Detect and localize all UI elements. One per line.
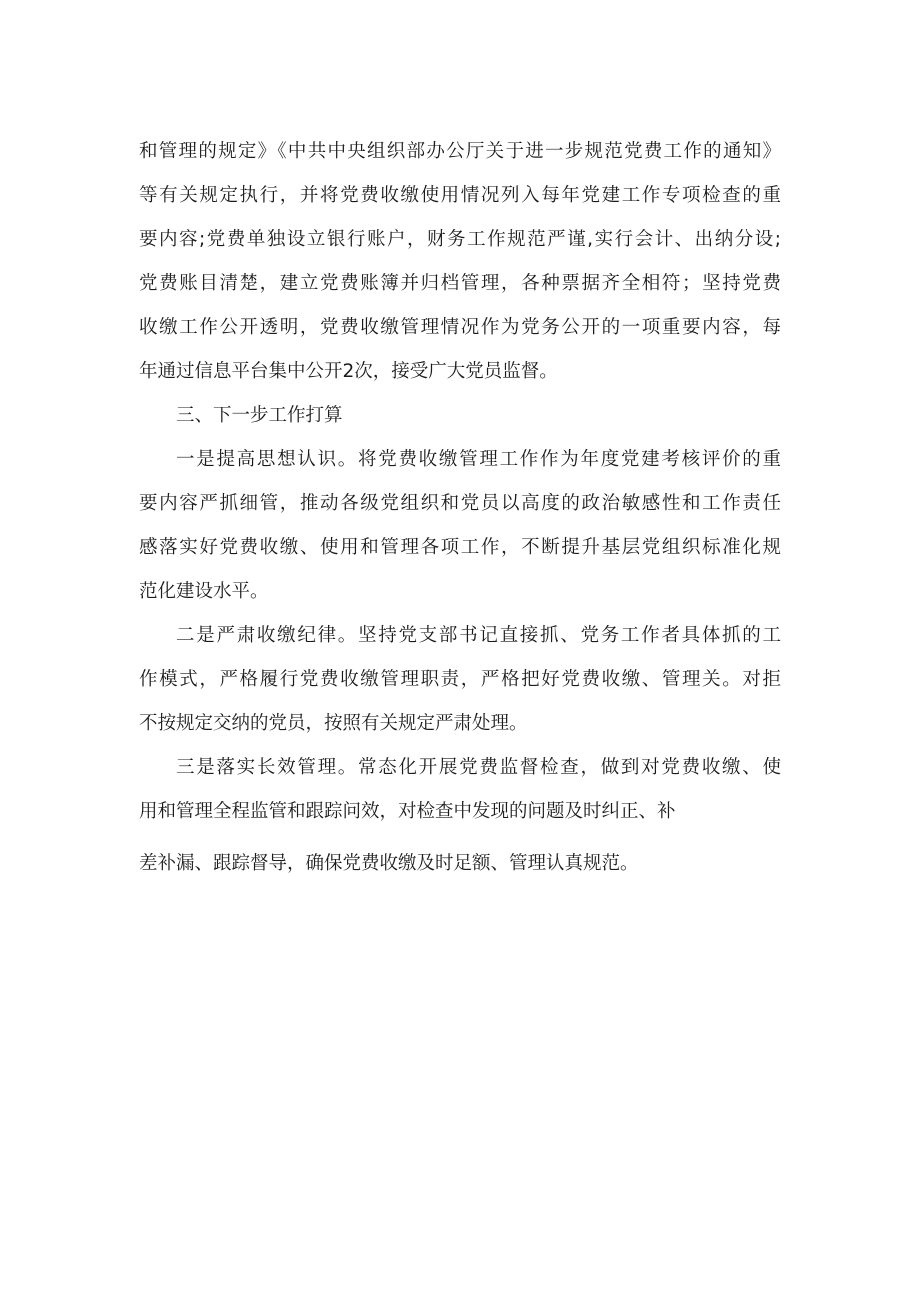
text-line: 年通过信息平台集中公开2次，接受广大党员监督。 bbox=[139, 361, 558, 382]
text-line: 党费账目清楚，建立党费账簿并归档管理，各种票据齐全相符；坚持党费 bbox=[139, 273, 781, 294]
paragraph-raise-awareness bbox=[139, 438, 781, 614]
text-line: 范化建设水平。 bbox=[139, 581, 269, 602]
text-line: 三是落实长效管理。常态化开展党费监督检查，做到对党费收缴、使 bbox=[176, 757, 781, 778]
section-heading bbox=[139, 394, 781, 438]
paragraph-long-term-management bbox=[139, 746, 781, 886]
text-line: 要内容;党费单独设立银行账户，财务工作规范严谨,实行会计、出纳分设; bbox=[139, 229, 781, 250]
text-line: 感落实好党费收缴、使用和管理各项工作，不断提升基层党组织标准化规 bbox=[139, 537, 781, 558]
section-heading-text: 三、下一步工作打算 bbox=[176, 405, 343, 426]
text-line: 差补漏、跟踪督导，确保党费收缴及时足额、管理认真规范。 bbox=[139, 853, 639, 874]
text-line: 不按规定交纳的党员，按照有关规定严肃处理。 bbox=[139, 713, 528, 734]
text-line: 用和管理全程监管和跟踪问效，对检查中发现的问题及时纠正、补 bbox=[139, 801, 676, 822]
paragraph-party-fee-rules bbox=[139, 130, 781, 394]
document-body bbox=[139, 130, 781, 886]
text-line: 收缴工作公开透明，党费收缴管理情况作为党务公开的一项重要内容，每 bbox=[139, 317, 781, 338]
text-line: 二是严肃收缴纪律。坚持党支部书记直接抓、党务工作者具体抓的工 bbox=[176, 625, 781, 646]
text-line: 等有关规定执行，并将党费收缴使用情况列入每年党建工作专项检查的重 bbox=[139, 185, 781, 206]
paragraph-strict-discipline bbox=[139, 614, 781, 746]
line-gap bbox=[139, 834, 781, 842]
text-line: 要内容严抓细管，推动各级党组织和党员以高度的政治敏感性和工作责任 bbox=[139, 493, 781, 514]
text-line: 作模式，严格履行党费收缴管理职责，严格把好党费收缴、管理关。对拒 bbox=[139, 669, 781, 690]
text-line: 一是提高思想认识。将党费收缴管理工作作为年度党建考核评价的重 bbox=[176, 449, 781, 470]
text-line: 和管理的规定》《中共中央组织部办公厅关于进一步规范党费工作的通知》 bbox=[139, 141, 781, 162]
